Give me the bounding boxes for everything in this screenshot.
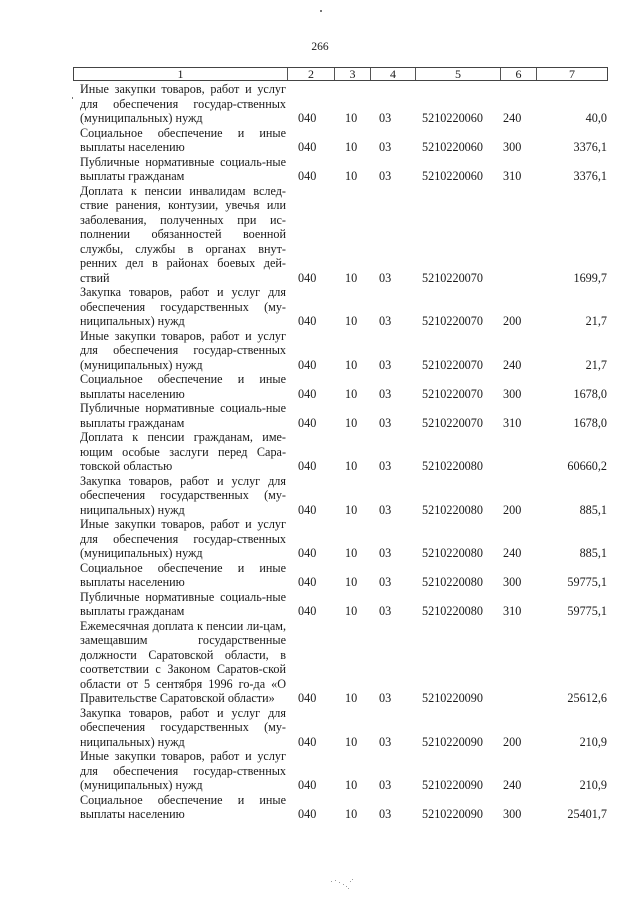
table-row xyxy=(80,793,607,822)
col-4-value: 03 xyxy=(379,604,392,618)
col-2-value: 040 xyxy=(298,502,317,517)
scan-noise-mark xyxy=(330,878,356,890)
col-5-value: 5210220080 xyxy=(422,459,483,473)
table-row xyxy=(80,619,607,706)
header-col-1: 1 xyxy=(74,68,288,80)
col-4-value: 03 xyxy=(379,270,392,285)
col-7-amount: 59775,1 xyxy=(567,604,607,618)
col-6-value: 300 xyxy=(503,575,522,589)
col-7-amount: 885,1 xyxy=(579,546,607,560)
row-name: Закупка товаров, работ и услуг для обеспечения государственных (му-ниципальных) нужд xyxy=(80,285,286,328)
col-2-value: 040 xyxy=(298,734,317,749)
col-7-amount: 3376,1 xyxy=(573,140,607,154)
col-5-value: 5210220070 xyxy=(422,270,483,285)
table-row xyxy=(80,561,607,590)
col-4-value: 03 xyxy=(379,778,392,792)
col-3-value: 10 xyxy=(345,357,358,372)
row-name: Доплата к пенсии гражданам, име-ющим особые заслуги перед Сара-товской областью xyxy=(80,430,286,473)
table-row xyxy=(80,706,607,750)
col-5-value: 5210220080 xyxy=(422,575,483,589)
col-5-value: 5210220080 xyxy=(422,502,483,517)
header-col-7: 7 xyxy=(569,67,575,81)
table-row xyxy=(80,401,607,430)
row-name: Социальное обеспечение и иные выплаты населению xyxy=(80,560,286,589)
col-5-value: 5210220090 xyxy=(422,734,483,749)
row-name: Публичные нормативные социаль-ные выплаты гражданам xyxy=(80,401,286,430)
col-6-value: 300 xyxy=(503,386,522,401)
col-5-value: 5210220090 xyxy=(422,807,483,821)
col-2-value: 040 xyxy=(298,111,317,125)
col-5-value: 5210220060 xyxy=(422,169,483,183)
table-row xyxy=(80,329,607,373)
col-5-value: 5210220070 xyxy=(422,415,483,430)
col-7-amount: 59775,1 xyxy=(567,575,607,589)
header-col-2: 2 xyxy=(288,68,335,80)
col-2-value: 040 xyxy=(298,546,317,560)
row-name: Закупка товаров, работ и услуг для обеспечения государственных (му-ниципальных) нужд xyxy=(80,473,286,517)
col-3-value: 10 xyxy=(345,140,358,154)
table-row xyxy=(80,372,607,401)
col-3-value: 10 xyxy=(345,604,358,618)
col-5-value: 5210220060 xyxy=(422,111,483,125)
col-4-value: 03 xyxy=(379,734,392,749)
row-name: Иные закупки товаров, работ и услуг для обеспечения государ-ственных (муниципальных) нужд xyxy=(80,82,286,125)
col-3-value: 10 xyxy=(345,314,358,328)
col-5-value: 5210220080 xyxy=(422,604,483,618)
col-2-value: 040 xyxy=(298,140,317,154)
col-5-value: 5210220070 xyxy=(422,314,483,328)
col-5-value: 5210220070 xyxy=(422,386,483,401)
row-name: Иные закупки товаров, работ и услуг для обеспечения государ-ственных (муниципальных) нужд xyxy=(80,749,286,792)
header-col-4: 4 xyxy=(371,68,416,80)
col-3-value: 10 xyxy=(345,386,358,401)
col-4-value: 03 xyxy=(379,169,392,183)
row-name: Доплата к пенсии инвалидам вслед-ствие ранения, контузии, увечья или заболевания, полученных при ис-полнении обязанностей военной службы, службы в органах внут-ренних дел в районах боевых дей-ствий xyxy=(80,183,286,285)
col-4-value: 03 xyxy=(379,502,392,517)
col-5-value: 5210220090 xyxy=(422,778,483,792)
col-6-value: 240 xyxy=(503,357,522,372)
scan-speck xyxy=(320,10,322,12)
col-4-value: 03 xyxy=(379,415,392,430)
col-5-value: 5210220090 xyxy=(422,691,483,705)
col-3-value: 10 xyxy=(345,691,358,705)
col-2-value: 040 xyxy=(298,314,317,328)
col-2-value: 040 xyxy=(298,386,317,401)
col-4-value: 03 xyxy=(379,386,392,401)
col-7-amount: 21,7 xyxy=(585,314,607,328)
col-3-value: 10 xyxy=(345,807,358,821)
col-5-value: 5210220080 xyxy=(422,546,483,560)
row-name: Публичные нормативные социаль-ные выплаты гражданам xyxy=(80,154,286,183)
col-7-amount: 885,1 xyxy=(579,502,607,517)
row-name: Публичные нормативные социаль-ные выплаты гражданам xyxy=(80,589,286,618)
col-5-value: 5210220070 xyxy=(422,357,483,372)
page-number: 266 xyxy=(311,41,329,53)
col-2-value: 040 xyxy=(298,691,317,705)
row-name: Социальное обеспечение и иные выплаты населению xyxy=(80,792,286,821)
table-row xyxy=(80,749,607,793)
table-row xyxy=(80,430,607,474)
col-6-value: 240 xyxy=(503,778,522,792)
row-name: Иные закупки товаров, работ и услуг для обеспечения государ-ственных (муниципальных) нужд xyxy=(80,517,286,560)
row-name: Социальное обеспечение и иные выплаты населению xyxy=(80,125,286,154)
col-3-value: 10 xyxy=(345,546,358,560)
table-row xyxy=(80,517,607,561)
col-2-value: 040 xyxy=(298,270,317,285)
col-7-amount: 1678,0 xyxy=(573,415,607,430)
header-col-5: 5 xyxy=(416,68,501,80)
col-6-value: 200 xyxy=(503,502,522,517)
col-6-value: 200 xyxy=(503,314,522,328)
col-3-value: 10 xyxy=(345,778,358,792)
col-4-value: 03 xyxy=(379,314,392,328)
row-name: Социальное обеспечение и иные выплаты населению xyxy=(80,372,286,401)
col-4-value: 03 xyxy=(379,357,392,372)
header-col-6: 6 xyxy=(501,68,537,80)
col-2-value: 040 xyxy=(298,604,317,618)
col-6-value: 310 xyxy=(503,415,522,430)
col-2-value: 040 xyxy=(298,575,317,589)
row-name: Иные закупки товаров, работ и услуг для обеспечения государ-ственных (муниципальных) нужд xyxy=(80,328,286,372)
col-5-value: 5210220060 xyxy=(422,140,483,154)
col-3-value: 10 xyxy=(345,734,358,749)
col-3-value: 10 xyxy=(345,502,358,517)
col-7-amount: 1678,0 xyxy=(573,386,607,401)
col-3-value: 10 xyxy=(345,270,358,285)
table-row xyxy=(80,474,607,518)
col-2-value: 040 xyxy=(298,357,317,372)
row-name: Ежемесячная доплата к пенсии ли-цам, замещавшим государственные должности Саратовской области, в соответствии с Законом Саратов-ской области от 5 сентября 1996 го-да «О Правительстве Саратовской области» xyxy=(80,618,286,705)
col-2-value: 040 xyxy=(298,459,317,473)
col-7-amount: 1699,7 xyxy=(573,270,607,285)
col-7-amount: 25401,7 xyxy=(567,807,607,821)
table-row xyxy=(80,184,607,286)
col-2-value: 040 xyxy=(298,415,317,430)
table-row xyxy=(80,82,607,126)
col-4-value: 03 xyxy=(379,807,392,821)
col-7-amount: 25612,6 xyxy=(567,691,607,705)
col-6-value: 200 xyxy=(503,734,522,749)
col-4-value: 03 xyxy=(379,140,392,154)
col-7-amount: 210,9 xyxy=(579,778,607,792)
table-row xyxy=(80,590,607,619)
header-col-3: 3 xyxy=(335,68,371,80)
col-7-amount: 210,9 xyxy=(579,734,607,749)
col-4-value: 03 xyxy=(379,459,392,473)
table-header-row xyxy=(73,67,608,81)
col-6-value: 300 xyxy=(503,807,522,821)
col-2-value: 040 xyxy=(298,807,317,821)
col-6-value: 240 xyxy=(503,546,522,560)
col-6-value: 300 xyxy=(503,140,522,154)
col-2-value: 040 xyxy=(298,778,317,792)
table-body xyxy=(80,82,607,822)
scan-speck xyxy=(72,97,73,99)
col-3-value: 10 xyxy=(345,111,358,125)
col-3-value: 10 xyxy=(345,169,358,183)
col-6-value: 310 xyxy=(503,604,522,618)
row-name: Закупка товаров, работ и услуг для обеспечения государственных (му-ниципальных) нужд xyxy=(80,705,286,749)
table-row xyxy=(80,126,607,155)
table-row xyxy=(80,155,607,184)
col-4-value: 03 xyxy=(379,691,392,705)
col-3-value: 10 xyxy=(345,575,358,589)
col-3-value: 10 xyxy=(345,459,358,473)
col-4-value: 03 xyxy=(379,546,392,560)
col-7-amount: 21,7 xyxy=(585,357,607,372)
col-6-value: 310 xyxy=(503,169,522,183)
col-4-value: 03 xyxy=(379,575,392,589)
col-7-amount: 40,0 xyxy=(585,111,607,125)
col-3-value: 10 xyxy=(345,415,358,430)
col-7-amount: 3376,1 xyxy=(573,169,607,183)
col-2-value: 040 xyxy=(298,169,317,183)
col-6-value: 240 xyxy=(503,111,522,125)
col-4-value: 03 xyxy=(379,111,392,125)
table-row xyxy=(80,285,607,329)
col-7-amount: 60660,2 xyxy=(567,459,607,473)
